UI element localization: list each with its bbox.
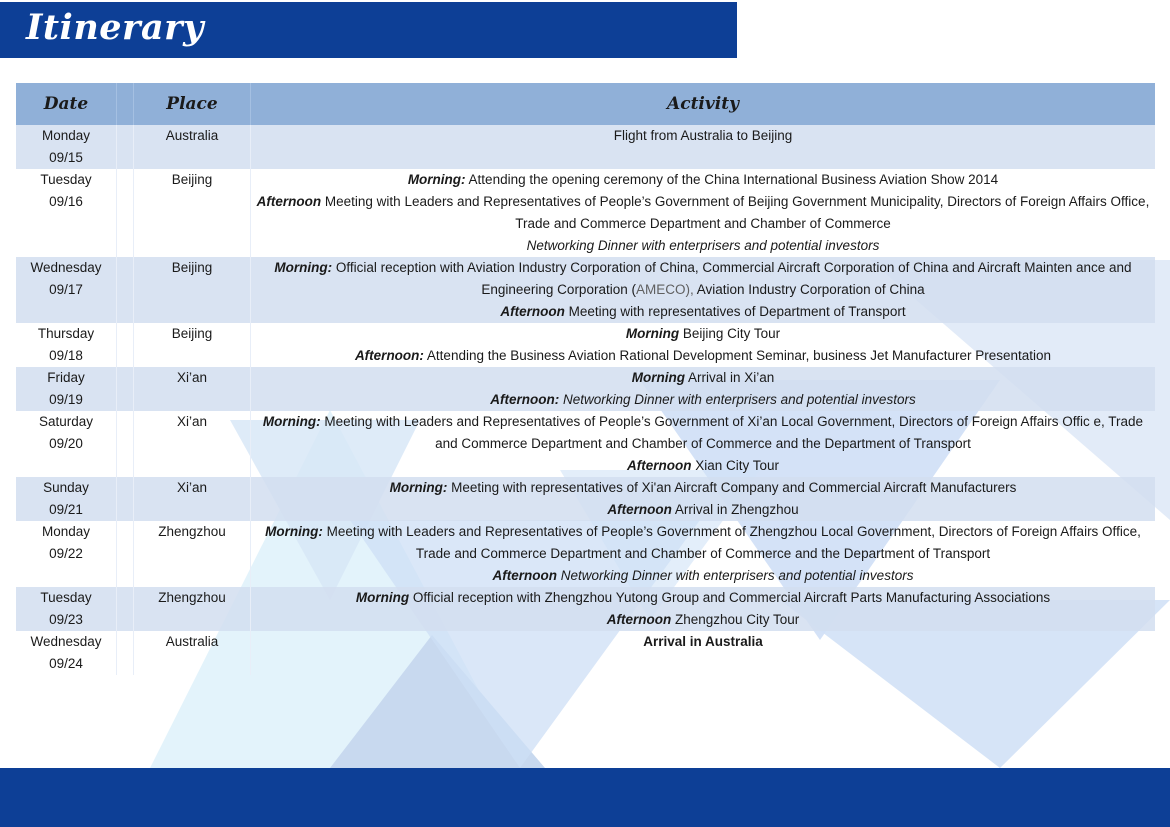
place-cell: Beijing: [134, 257, 251, 323]
activity-cell: [251, 169, 1156, 257]
day-name: Tuesday: [40, 590, 92, 605]
activity-line: [253, 411, 1153, 455]
activity-text: Meeting with representatives of Xi'an Aircraft Company and Commercial Aircraft Manufacturers: [447, 480, 1017, 495]
date-cell: [16, 521, 117, 587]
place-cell: Australia: [134, 631, 251, 675]
place-cell: Xi’an: [134, 411, 251, 477]
spacer-cell: [117, 631, 134, 675]
activity-text: Zhengzhou City Tour: [671, 612, 800, 627]
activity-italic-text: Networking Dinner with enterprisers and potential investors: [559, 392, 916, 407]
date-cell: [16, 587, 117, 631]
date-cell: [16, 411, 117, 477]
activity-time-label: Afternoon:: [354, 348, 424, 363]
day-name: Thursday: [37, 326, 95, 341]
spacer-cell: [117, 521, 134, 587]
day-date: 09/16: [49, 194, 83, 209]
table-row: [16, 631, 1155, 675]
activity-line: [253, 345, 1153, 367]
activity-time-label: Afternoon: [492, 568, 558, 583]
activity-line: [253, 191, 1153, 235]
day-date: 09/17: [49, 282, 83, 297]
header-place: Place: [134, 83, 251, 125]
activity-italic-text: Networking Dinner with enterprisers and potential investors: [557, 568, 914, 583]
day-name: Friday: [47, 370, 85, 385]
date-cell: [16, 477, 117, 521]
spacer-cell: [117, 169, 134, 257]
table-row: [16, 587, 1155, 631]
day-name: Monday: [41, 128, 91, 143]
activity-cell: [251, 631, 1156, 675]
activity-text: Meeting with Leaders and Representatives of People’s Government of Zhengzhou Local Government, Directors of Foreign Affairs Office, Trade and Commerce Department and Chamber of Commerce and the Department of Transport: [322, 524, 1141, 561]
day-name: Saturday: [38, 414, 94, 429]
activity-cell: [251, 587, 1156, 631]
activity-time-label: Morning:: [265, 524, 323, 539]
activity-line: [253, 389, 1153, 411]
activity-cell: [251, 323, 1156, 367]
activity-text: Arrival in Zhengzhou: [671, 502, 799, 517]
day-name: Tuesday: [40, 172, 92, 187]
spacer-cell: [117, 587, 134, 631]
day-name: Wednesday: [30, 260, 102, 275]
activity-text: Xian City Tour: [691, 458, 780, 473]
activity-text: Arrival in Xi’an: [684, 370, 775, 385]
day-date: 09/23: [49, 612, 83, 627]
activity-line: [253, 565, 1153, 587]
place-cell: Zhengzhou: [134, 587, 251, 631]
activity-cell: [251, 257, 1156, 323]
activity-line: [253, 521, 1153, 565]
activity-line: [253, 587, 1153, 609]
table-row: [16, 367, 1155, 411]
activity-time-label: Afternoon:: [490, 392, 560, 407]
activity-time-label: Morning:: [407, 172, 466, 187]
activity-cell: [251, 411, 1156, 477]
day-date: 09/21: [49, 502, 83, 517]
day-date: 09/22: [49, 546, 83, 561]
activity-line: [253, 235, 1153, 257]
date-cell: [16, 169, 117, 257]
day-name: Sunday: [43, 480, 89, 495]
activity-time-label: Morning:: [274, 260, 333, 275]
activity-time-label: Afternoon: [607, 502, 672, 517]
activity-line: [253, 323, 1153, 345]
place-cell: Xi’an: [134, 367, 251, 411]
spacer-cell: [117, 411, 134, 477]
activity-text: Arrival in Australia: [643, 634, 763, 649]
activity-text: Official reception with Zhengzhou Yutong Group and Commercial Aircraft Parts Manufacturing Associations: [409, 590, 1051, 605]
day-date: 09/19: [49, 392, 83, 407]
header-spacer: [117, 83, 134, 125]
activity-line: [253, 609, 1153, 631]
activity-time-label: Afternoon: [256, 194, 322, 209]
activity-line: [253, 477, 1153, 499]
header-activity: Activity: [251, 83, 1156, 125]
table-row: [16, 477, 1155, 521]
activity-text: Meeting with Leaders and Representatives of People’s Government of Xi’an Local Government, Directors of Foreign Affairs Offic e, Trade and Commerce Department and Chamber of Commerce and the Department of Transport: [320, 414, 1144, 451]
spacer-cell: [117, 257, 134, 323]
date-cell: [16, 125, 117, 169]
activity-text: Meeting with representatives of Department of Transport: [564, 304, 906, 319]
activity-time-label: Afternoon: [606, 612, 672, 627]
place-cell: Xi’an: [134, 477, 251, 521]
activity-time-label: Morning:: [389, 480, 448, 495]
table-row: [16, 257, 1155, 323]
place-cell: Beijing: [134, 323, 251, 367]
activity-time-label: Morning: [355, 590, 410, 605]
activity-cell: [251, 125, 1156, 169]
day-date: 09/15: [49, 150, 83, 165]
table-row: [16, 323, 1155, 367]
spacer-cell: [117, 367, 134, 411]
activity-cell: [251, 477, 1156, 521]
page-title: Itinerary: [26, 7, 204, 48]
activity-line: [253, 169, 1153, 191]
activity-abbreviation: AMECO),: [635, 282, 694, 297]
day-date: 09/18: [49, 348, 83, 363]
spacer-cell: [117, 125, 134, 169]
table-row: [16, 125, 1155, 169]
activity-text: Flight from Australia to Beijing: [613, 128, 793, 143]
activity-line: [253, 631, 1153, 653]
footer-bar: [0, 768, 1170, 827]
spacer-cell: [117, 323, 134, 367]
activity-italic-text: Networking Dinner with enterprisers and potential investors: [526, 238, 880, 253]
table-header-row: [16, 83, 1155, 125]
activity-text: Aviation Industry Corporation of China: [693, 282, 925, 297]
activity-text: Official reception with Aviation Industry Corporation of China, Commercial Aircraft Corporation of China and Aircraft Mainten ance and Engineering Corporation (: [332, 260, 1132, 297]
place-cell: Zhengzhou: [134, 521, 251, 587]
activity-line: [253, 367, 1153, 389]
activity-time-label: Afternoon: [500, 304, 565, 319]
header-date: Date: [16, 83, 117, 125]
activity-text: Attending the opening ceremony of the China International Business Aviation Show 2014: [465, 172, 999, 187]
date-cell: [16, 323, 117, 367]
activity-time-label: Afternoon: [626, 458, 692, 473]
activity-line: [253, 257, 1153, 301]
activity-text: Meeting with Leaders and Representatives of People’s Government of Beijing Government Municipality, Directors of Foreign Affairs Office, Trade and Commerce Department and Chamber of Commerce: [321, 194, 1150, 231]
place-cell: Australia: [134, 125, 251, 169]
day-date: 09/20: [49, 436, 83, 451]
activity-time-label: Morning: [631, 370, 685, 385]
title-bar: [0, 2, 737, 58]
activity-time-label: Morning: [625, 326, 680, 341]
activity-time-label: Morning:: [262, 414, 321, 429]
date-cell: [16, 367, 117, 411]
spacer-cell: [117, 477, 134, 521]
activity-text: Beijing City Tour: [679, 326, 781, 341]
activity-text: Attending the Business Aviation Rational Development Seminar, business Jet Manufacturer Presentation: [423, 348, 1052, 363]
place-cell: Beijing: [134, 169, 251, 257]
activity-line: [253, 499, 1153, 521]
day-date: 09/24: [49, 656, 83, 671]
table-row: [16, 521, 1155, 587]
activity-line: [253, 455, 1153, 477]
date-cell: [16, 631, 117, 675]
day-name: Monday: [41, 524, 91, 539]
activity-line: [253, 301, 1153, 323]
activity-line: [253, 125, 1153, 147]
date-cell: [16, 257, 117, 323]
itinerary-table: [16, 83, 1155, 675]
table-row: [16, 411, 1155, 477]
day-name: Wednesday: [30, 634, 102, 649]
table-row: [16, 169, 1155, 257]
activity-cell: [251, 367, 1156, 411]
activity-cell: [251, 521, 1156, 587]
